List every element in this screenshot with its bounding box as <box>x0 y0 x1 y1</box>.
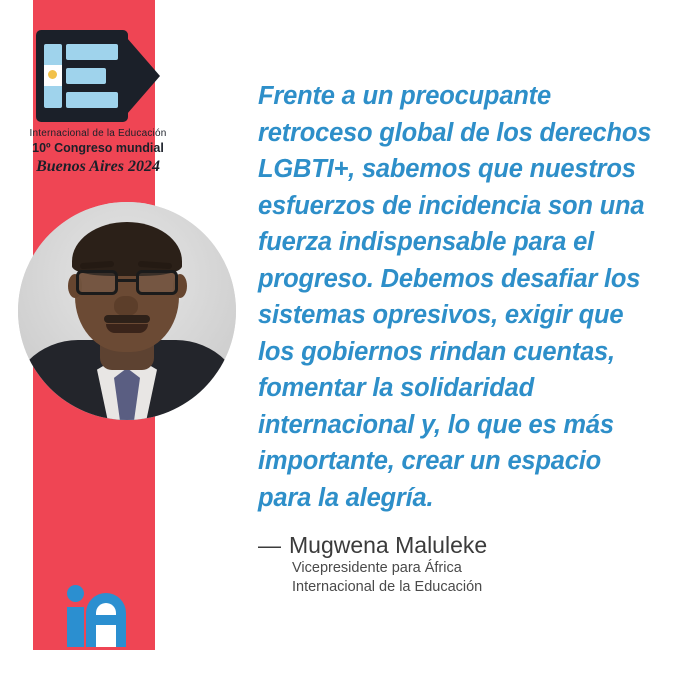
avatar-nose <box>114 296 138 316</box>
ie-logo-i-dot <box>67 585 84 602</box>
logo-organization-name: Internacional de la Educación <box>29 128 167 139</box>
attribution-role: Vicepresidente para África <box>292 560 462 576</box>
argentina-sun-icon <box>48 70 57 79</box>
attribution <box>258 532 658 597</box>
congress-logo <box>28 30 168 195</box>
avatar-mustache <box>104 315 150 323</box>
glasses-lens-right <box>136 270 178 295</box>
ie-logo-e-bar <box>86 615 126 625</box>
quote-block <box>258 78 658 516</box>
glasses-bridge <box>118 279 136 282</box>
glasses-icon <box>74 270 180 296</box>
attribution-name-line <box>258 532 658 559</box>
logo-congress-number: 10º Congreso mundial <box>32 141 164 155</box>
logo-bar-middle <box>66 68 106 84</box>
ie-logo-icon <box>62 585 128 647</box>
attribution-organization: Internacional de la Educación <box>292 579 483 595</box>
attribution-name: Mugwena Maluleke <box>289 532 488 558</box>
logo-bar-bottom <box>66 92 118 108</box>
congress-e-logo-icon <box>36 30 160 122</box>
quote-text: Frente a un preocupante retroceso global de los derechos LGBTI+, sabemos que nuestros esfuerzos de incidencia son una fuerza indispensable para el progreso. Debemos desafiar los sistemas opresivos, exigir que los gobiernos rindan cuentas, fomentar la solidaridad internacional y, lo que es más importante, crear un espacio para la alegría. <box>258 82 652 512</box>
avatar <box>18 202 236 420</box>
attribution-dash: — <box>258 532 281 558</box>
red-band-bottom-notch <box>33 650 155 680</box>
ie-logo-i-stem <box>67 607 84 647</box>
glasses-lens-left <box>76 270 118 295</box>
logo-city-year: Buenos Aires 2024 <box>36 158 160 175</box>
avatar-mouth <box>106 324 148 333</box>
logo-bar-top <box>66 44 118 60</box>
ie-logo-e-inner <box>96 603 116 647</box>
